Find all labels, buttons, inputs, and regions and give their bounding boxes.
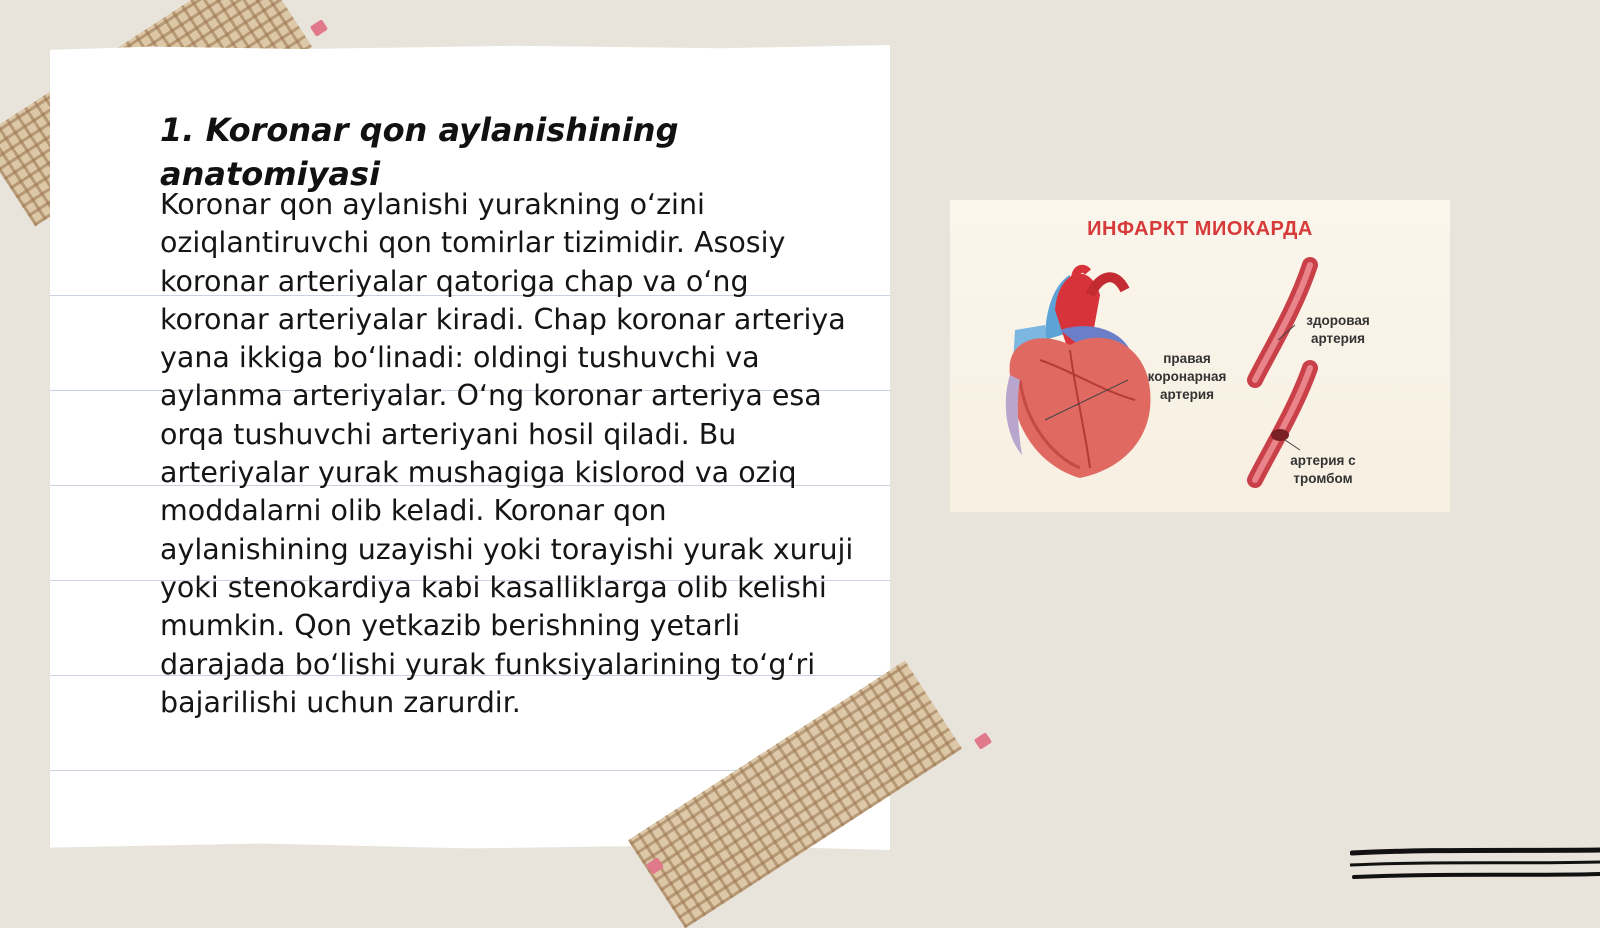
label-healthy-artery: здоровая артерия [1306, 313, 1370, 346]
tape-tip [974, 732, 992, 750]
thrombus-shape [1271, 429, 1289, 441]
slide-title: 1. Koronar qon aylanishining anatomiyasi [160, 111, 679, 193]
myocardial-infarction-illustration [950, 200, 1450, 512]
label-thrombus-artery: артерия с тромбом [1290, 453, 1356, 486]
tape-tip [310, 19, 328, 37]
figure-title: ИНФАРКТ МИОКАРДА [1087, 218, 1313, 240]
slide-body-text: Koronar qon aylanishi yurakning oʻzini oziqlantiruvchi qon tomirlar tizimidir. Asosiy koronar arteriyalar qatoriga chap va oʻng koronar arteriyalar kiradi. Chap koronar arteriya yana ikkiga boʻlinadi: oldingi tushuvchi va aylanma arteriyalar. Oʻng koronar arteriya esa orqa tushuvchi arteriyani hosil qiladi. Bu arteriyalar yurak mushagiga kislorod va oziq moddalarni olib keladi. Koronar qon aylanishining uzayishi yoki torayishi yurak xuruji yoki stenokardiya kabi kasalliklarga olib kelishi mumkin. Qon yetkazib berishning yetarli darajada boʻlishi yurak funksiyalarining toʻgʻri bajarilishi uchun zarurdir. [160, 188, 854, 719]
decorative-brush-lines [1350, 845, 1600, 890]
label-right-coronary-artery: правая коронарная артерия [1147, 351, 1227, 402]
